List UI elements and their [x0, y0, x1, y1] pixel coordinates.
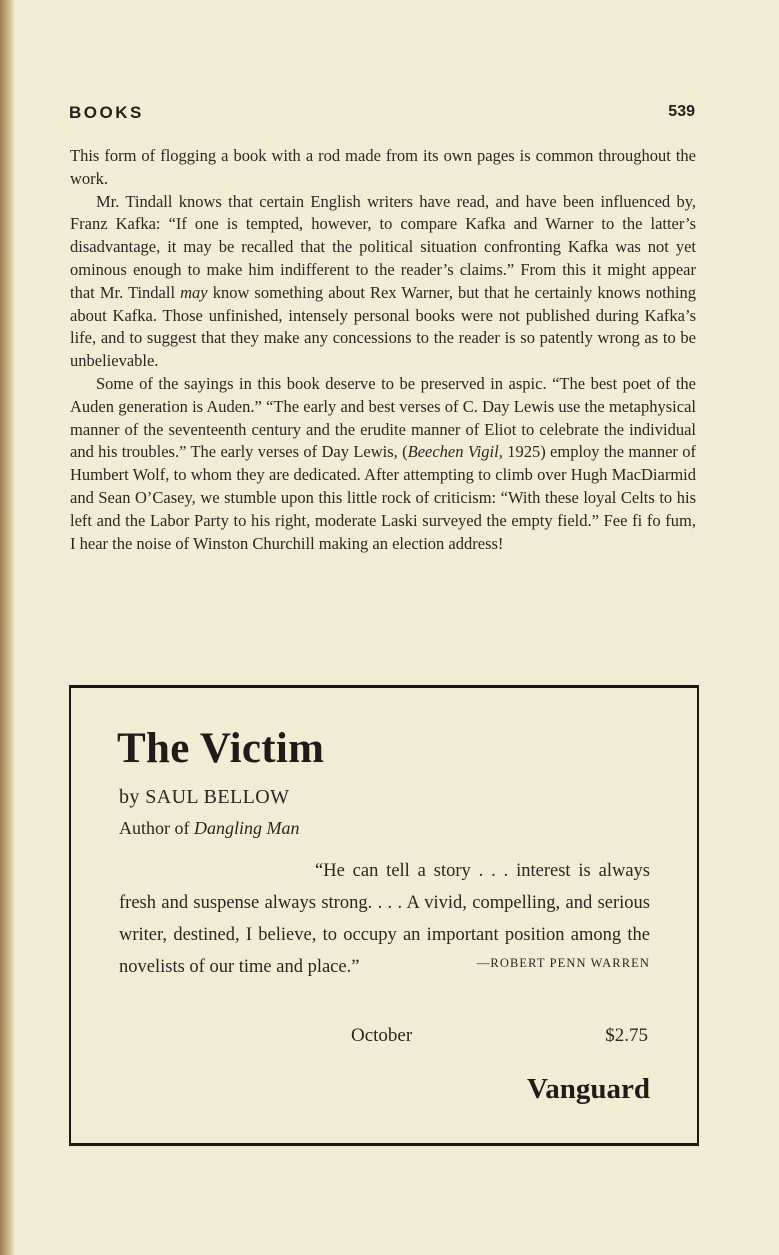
book-title-emphasis: Beechen Vigil,	[407, 442, 503, 462]
paragraph-text: This form of flogging a book with a rod made from its own pages is common throughout the work.	[70, 146, 696, 188]
ad-author-byline: by SAUL BELLOW	[119, 786, 290, 808]
section-title: BOOKS	[69, 103, 144, 122]
running-head	[69, 103, 695, 127]
ad-previous-prefix: Author of	[119, 818, 194, 838]
ad-previous-title: Dangling Man	[194, 818, 300, 838]
paragraph-text: Mr. Tindall knows that certain English writers have read, and have been influenced by, Franz Kafka: “If one is tempted, however, to compare Kafka and Warner to the latter’s disadvantage, it may be recalled that the political situation confronting Kafka was not yet ominous enough to make him indifferent to the reader’s claims.” From this it might appear that Mr. Tindall	[70, 191, 696, 302]
paragraph-text: Some of the sayings in this book deserve to be preserved in aspic. “The best poet of the Auden generation is Auden.” “The early and best verses of C. Day Lewis use the metaphysical manner of the seventeenth century and the erudite manner of Eliot to celebrate the individual and his troubles.” The early verses of Day Lewis, (	[70, 373, 696, 462]
paragraph	[70, 373, 696, 555]
ad-quote-attribution: —ROBERT PENN WARREN	[476, 956, 650, 970]
page-number: 539	[668, 103, 695, 120]
ad-quote-text: “He can tell a story . . . interest is always fresh and suspense always strong. . . . A vivid, compelling, and serious writer, destined, I believe, to occupy an important position among the novelists of our time and place.”	[119, 861, 650, 977]
ad-publisher: Vanguard	[526, 1073, 650, 1105]
article-body	[70, 145, 696, 555]
page-binding-edge	[0, 0, 14, 1255]
ad-release-date: October	[351, 1025, 413, 1046]
ad-price: $2.75	[605, 1025, 648, 1046]
paragraph	[70, 191, 696, 373]
ad-book-title: The Victim	[117, 725, 325, 772]
emphasis: may	[180, 282, 208, 302]
book-advertisement	[69, 685, 699, 1146]
paragraph-text: know something about Rex Warner, but that he certainly knows nothing about Kafka. Those unfinished, intensely personal books were not published during Kafka’s life, and to suggest that they make any concessions to the reader is so patently wrong as to be unbelievable.	[70, 282, 697, 371]
ad-previous-work	[119, 818, 300, 839]
paragraph-text: 1925) employ the manner of Humbert Wolf, to whom they are dedicated. After attempting to climb over Hugh MacDiarmid and Sean O’Casey, we stumble upon this little rock of criticism: “With these loyal Celts to his left and the Labor Party to his right, moderate Laski surveyed the empty field.” Fee fi fo fum, I hear the noise of Winston Churchill making an election address!	[70, 442, 696, 553]
paragraph	[70, 145, 696, 191]
ad-review-quote	[119, 855, 650, 983]
